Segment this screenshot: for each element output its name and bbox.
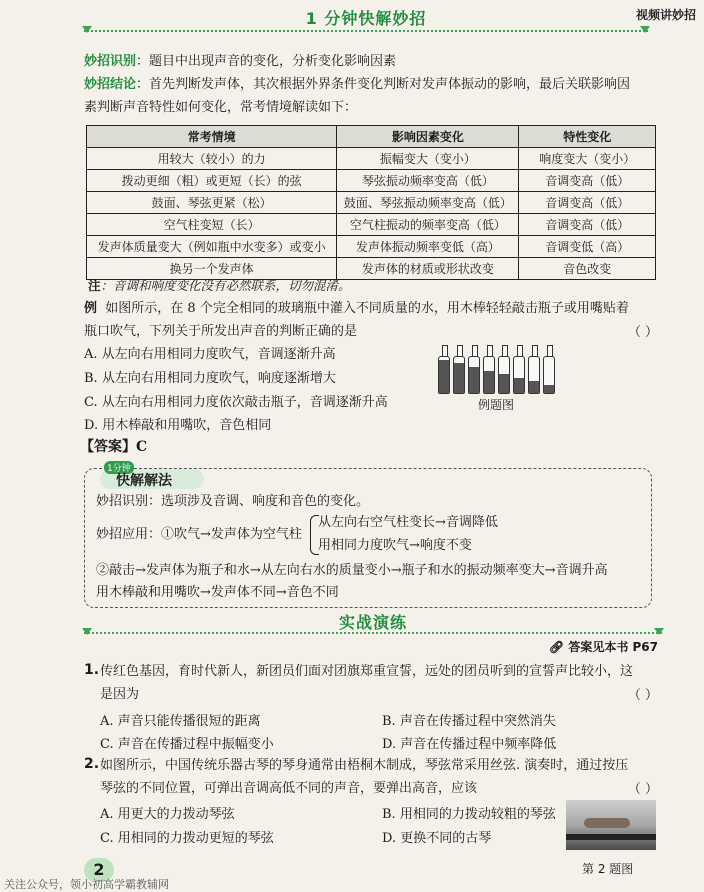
table-row [87,214,656,236]
answer-paren: （ ） [627,325,658,340]
table-header-row [87,126,656,148]
quick-branch-2: 用相同力度吹气→响度不变 [318,538,472,553]
bottle-body [543,356,555,394]
header-divider [84,30,648,32]
table-header-cell: 特性变化 [519,126,656,148]
q2-option-c: C. 用相同的力拨动更短的琴弦 [100,831,274,846]
bottle-5 [498,345,510,393]
question-1-text-2: 是因为 [100,687,140,702]
tip-identify [84,50,662,73]
q1-option-c: C. 声音在传播过程中振幅变小 [100,737,274,752]
table-cell: 振幅变大（变小） [337,148,519,170]
quick-line-2b: 用木棒敲和用嘴吹→发声体不同→音色不同 [96,585,339,600]
figure-caption: 第 2 题图 [582,862,634,876]
tip-identify-text: ：题目中出现声音的变化，分析变化影响因素 [136,54,397,69]
water-fill [454,363,464,393]
table-cell: 发声体的材质或形状改变 [337,258,519,280]
example-text-1: 如图所示，在 8 个完全相同的玻璃瓶中灌入不同质量的水，用木棒轻轻敲击瓶子或用嘴贴着 [105,301,629,316]
table-cell: 鼓面、琴弦更紧（松） [87,192,337,214]
table-cell: 音调变高（低） [519,170,656,192]
table-cell: 音调变高（低） [519,192,656,214]
table-cell: 换另一个发声体 [87,258,337,280]
question-number: 2. [84,756,100,772]
option-b: B. 从左向右用相同力度吹气，响度逐渐增大 [84,371,336,386]
example-answer: 【答案】C [80,439,148,455]
table-header-cell: 影响因素变化 [337,126,519,148]
link-icon: 🔗︎ [548,640,565,654]
q2-option-d: D. 更换不同的古琴 [382,831,492,846]
table-cell: 音色改变 [519,258,656,280]
water-fill [439,360,449,393]
note [88,276,351,294]
section-header [84,6,648,32]
table-cell: 响度变大（变小） [519,148,656,170]
tip-conclusion-cont: 素判断声音特性如何变化，常考情境解读如下： [84,100,358,115]
quick-badge: 1分钟 [104,461,134,474]
water-fill [529,381,539,393]
quick-title: 快解解法 [116,473,172,489]
guqin-photo [566,800,656,850]
q2-option-b: B. 用相同的力拨动较粗的琴弦 [382,807,556,822]
table-cell: 琴弦振动频率变高（低） [337,170,519,192]
answer-paren: （ ） [627,782,658,797]
question-number: 1. [84,662,100,678]
table-cell: 拨动更细（粗）或更短（长）的弦 [87,170,337,192]
example-label: 例 [84,301,98,316]
answer-reference [549,638,658,655]
table-cell: 发声体振动频率变低（高） [337,236,519,258]
table-cell: 空气柱振动的频率变高（低） [337,214,519,236]
bottle-body [528,356,540,394]
bottle-body [453,356,465,394]
tip-conclusion-label: 妙招结论 [84,77,137,92]
quick-branch-1: 从左向右空气柱变长→音调降低 [318,515,498,530]
bottle-3 [468,345,480,393]
video-tag[interactable]: 视频讲妙招 [635,8,696,22]
water-fill [514,378,524,393]
table-cell: 音调变低（高） [519,236,656,258]
water-fill [499,374,509,393]
quick-apply: 妙招应用：①吹气→发声体为空气柱 [96,527,302,542]
table-cell: 音调变高（低） [519,214,656,236]
table-cell: 发声体质量变大（例如瓶中水变多）或变小 [87,236,337,258]
bottle-7 [528,345,540,393]
q1-option-a: A. 声音只能传播很短的距离 [100,714,261,729]
bottle-body [468,356,480,394]
bottle-body [483,356,495,394]
tip-conclusion-text: ：首先判断发声体，其次根据外界条件变化判断对发声体振动的影响，最后关联影响因 [136,77,631,92]
question-2-text-1: 如图所示，中国传统乐器古琴的琴身通常由梧桐木制成，琴弦常采用丝弦. 演奏时，通过按压 [100,758,629,773]
table-cell: 空气柱变短（长） [87,214,337,236]
section-title: 实战演练 [338,613,407,632]
bottle-6 [513,345,525,393]
bottle-1 [438,345,450,393]
bottle-8 [543,345,555,393]
question-1-text-1: 传红色基因，育时代新人，新团员们面对团旗郑重宣誓，远处的团员听到的宣誓声比较小，这 [100,664,634,679]
q1-option-d: D. 声音在传播过程中频率降低 [382,737,557,752]
example-line-1 [84,298,629,320]
page-number: 2 [84,858,114,882]
cases-table [86,125,656,280]
q2-option-a: A. 用更大的力拨动琴弦 [100,807,235,822]
table-cell: 用较大（较小）的力 [87,148,337,170]
question-2-text-2: 琴弦的不同位置，可弹出音调高低不同的声音，要弹出高音，应该 [100,781,478,796]
tip-identify-label: 妙招识别 [84,54,137,69]
note-label: 注 [88,278,101,293]
water-fill [544,385,554,393]
water-fill [469,367,479,393]
tip-conclusion [84,73,662,96]
quick-identify: 妙招识别：选项涉及音调、响度和音色的变化。 [96,494,370,509]
option-d: D. 用木棒敲和用嘴吹，音色相同 [84,418,272,433]
answer-paren: （ ） [627,688,658,703]
example-text-2: 瓶口吹气，下列关于所发出声音的判断正确的是 [84,324,358,339]
footer-text: 关注公众号，领小初高学霸教辅网 [4,878,169,891]
table-row [87,192,656,214]
option-c: C. 从左向右用相同力度依次敲击瓶子，音调逐渐升高 [84,395,388,410]
table-row [87,170,656,192]
option-a: A. 从左向右用相同力度吹气，音调逐渐升高 [84,347,336,362]
table-cell: 鼓面、琴弦振动频率变高（低） [337,192,519,214]
bottle-body [513,356,525,394]
quick-line-2a: ②敲击→发声体为瓶子和水→从左向右水的质量变小→瓶子和水的振动频率变大→音调升高 [96,563,608,578]
water-fill [484,371,494,393]
table-row [87,148,656,170]
practice-section-header [84,608,662,634]
bottle-body [438,356,450,394]
bottle-4 [483,345,495,393]
instrument-shape [566,834,656,840]
page-title: 1 分钟快解妙招 [305,9,427,28]
note-text: ：音调和响度变化没有必然联系，切勿混淆。 [100,278,351,293]
figure-caption: 例题图 [478,398,515,412]
bottle-body [498,356,510,394]
hand-shape [584,818,630,828]
bottle-2 [453,345,465,393]
answer-reference-text: 答案见本书 P67 [568,640,658,654]
table-header-cell: 常考情境 [87,126,337,148]
table-row [87,236,656,258]
bottles-figure [438,343,562,393]
q1-option-b: B. 声音在传播过程中突然消失 [382,714,556,729]
